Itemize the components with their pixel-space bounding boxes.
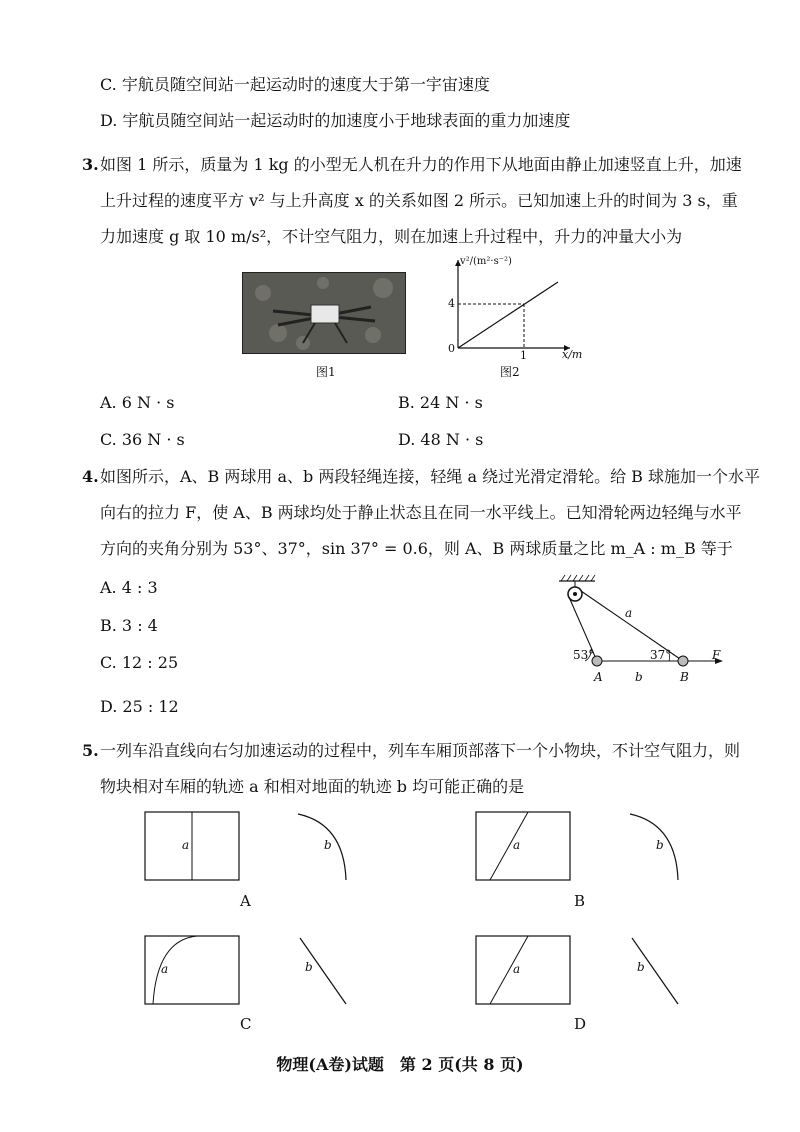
angle-53-label: 53° [573, 648, 595, 662]
drone-photo [242, 272, 406, 354]
q4-text-line3: 方向的夹角分别为 53°、37°，sin 37° = 0.6，则 A、B 两球质量之比 m_A : m_B 等于 [100, 539, 733, 558]
v2-x-graph [440, 256, 640, 376]
q5-a-label-b: b [324, 838, 332, 852]
option-d-prev: D. 宇航员随空间站一起运动时的加速度小于地球表面的重力加速度 [100, 111, 571, 130]
q3-text-line1: 如图 1 所示，质量为 1 kg 的小型无人机在升力的作用下从地面由静止加速竖直上升，加速 [100, 155, 742, 174]
q4-number: 4. [82, 467, 99, 486]
fig1-caption: 图1 [316, 365, 336, 379]
q3-option-b[interactable]: B. 24 N · s [398, 393, 483, 412]
q3-option-d[interactable]: D. 48 N · s [398, 430, 484, 449]
q5-text-line2: 物块相对车厢的轨迹 a 和相对地面的轨迹 b 均可能正确的是 [100, 777, 525, 796]
graph-origin: 0 [448, 342, 455, 355]
graph-ylabel: v²/(m²·s⁻²) [460, 256, 512, 267]
graph-xtick-1: 1 [520, 349, 527, 362]
q5-number: 5. [82, 741, 99, 760]
q5-d-label-a: a [513, 962, 521, 976]
q4-option-c[interactable]: C. 12 : 25 [100, 653, 179, 672]
q5-d-label-b: b [637, 960, 645, 974]
pulley-diagram [555, 575, 755, 685]
q5-option-c[interactable]: C [240, 1015, 252, 1033]
q5-option-d[interactable]: D [574, 1015, 587, 1033]
ball-a-label: A [594, 670, 603, 684]
q5-c-label-b: b [305, 960, 313, 974]
q5-option-b[interactable]: B [574, 892, 586, 910]
q4-option-b[interactable]: B. 3 : 4 [100, 616, 158, 635]
q5-fig-c-box [145, 936, 241, 1006]
q3-option-c[interactable]: C. 36 N · s [100, 430, 185, 449]
angle-37-label: 37° [650, 648, 672, 662]
q5-fig-b-box [476, 812, 572, 882]
page-footer: 物理(A卷)试题 第 2 页(共 8 页) [276, 1055, 524, 1074]
q4-text-line2: 向右的拉力 F，使 A、B 两球均处于静止状态且在同一水平线上。已知滑轮两边轻绳与水平 [100, 503, 742, 522]
q5-b-label-b: b [656, 838, 664, 852]
q5-fig-d-box [476, 936, 572, 1006]
q3-text-line3: 力加速度 g 取 10 m/s²，不计空气阻力，则在加速上升过程中，升力的冲量大小为 [100, 227, 683, 246]
q5-option-a[interactable]: A [240, 892, 251, 910]
q4-option-a[interactable]: A. 4 : 3 [100, 578, 158, 597]
rope-b-label: b [635, 670, 643, 684]
graph-xlabel: x/m [562, 348, 583, 361]
option-c-prev: C. 宇航员随空间站一起运动时的速度大于第一宇宙速度 [100, 75, 490, 94]
rope-a-label: a [625, 606, 633, 620]
graph-series-line [458, 282, 558, 348]
q5-a-label-a: a [182, 838, 190, 852]
q5-c-label-a: a [161, 962, 169, 976]
q3-text-line2: 上升过程的速度平方 v² 与上升高度 x 的关系如图 2 所示。已知加速上升的时间为 3 s，重 [100, 191, 738, 210]
q3-option-a[interactable]: A. 6 N · s [100, 393, 175, 412]
q3-number: 3. [82, 155, 99, 174]
q5-b-label-a: a [513, 838, 521, 852]
ball-b-label: B [680, 670, 689, 684]
fig2-caption: 图2 [500, 365, 520, 379]
q5-fig-a-box [145, 812, 241, 882]
graph-ytick-4: 4 [448, 297, 455, 310]
q4-text-line1: 如图所示，A、B 两球用 a、b 两段轻绳连接，轻绳 a 绕过光滑定滑轮。给 B 球施加一个水平 [100, 467, 760, 486]
q5-text-line1: 一列车沿直线向右匀加速运动的过程中，列车车厢顶部落下一个小物块，不计空气阻力，则 [100, 741, 741, 760]
force-f-label: F [712, 648, 721, 662]
q4-option-d[interactable]: D. 25 : 12 [100, 697, 179, 716]
